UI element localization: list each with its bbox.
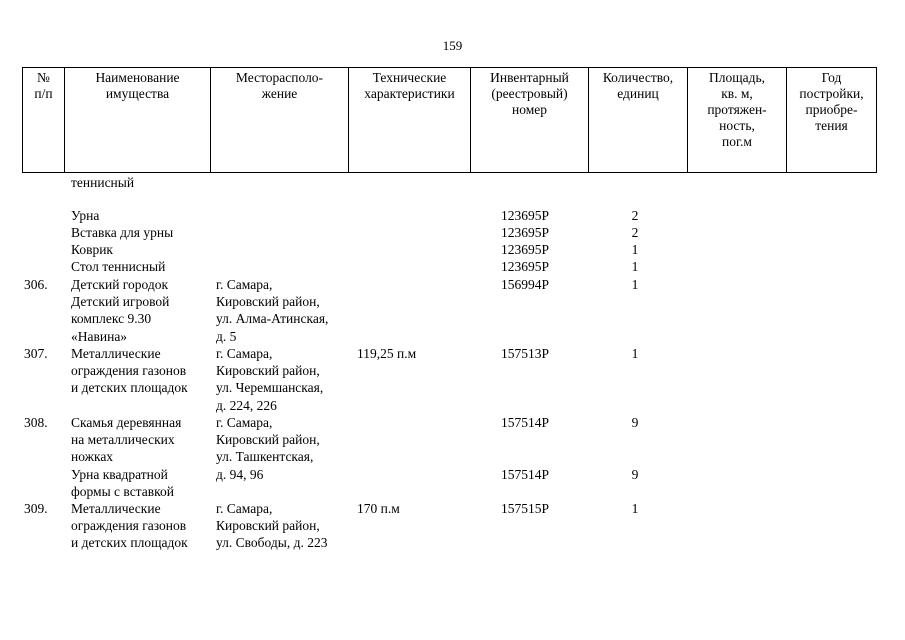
item-name: Металлические ограждения газонов и детских площадок	[71, 346, 188, 396]
item-inventory: 123695Р	[501, 225, 550, 240]
item-inventory: 157515Р	[501, 501, 550, 516]
header-num: № п/п	[23, 68, 65, 173]
row-number: 307.	[24, 346, 48, 361]
item-location: г. Самара, Кировский район, ул. Алма-Атинская, д. 5	[216, 277, 329, 344]
item-inventory: 157514Р	[501, 415, 550, 430]
item-quantity: 1	[631, 242, 639, 257]
item-quantity: 2	[631, 225, 639, 240]
item-quantity: 1	[631, 346, 639, 361]
item-name: Вставка для урны	[71, 225, 174, 240]
header-inventory: Инвентарный (реестровый) номер	[471, 68, 589, 173]
header-name: Наименование имущества	[65, 68, 211, 173]
row-number: 306.	[24, 277, 48, 292]
item-name: Урна квадратной формы с вставкой	[71, 467, 174, 500]
row-number: 308.	[24, 415, 48, 430]
header-year: Год постройки, приобре- тения	[787, 68, 877, 173]
item-name: Скамья деревянная на металлических ножках	[71, 415, 182, 465]
item-quantity: 1	[631, 277, 639, 292]
header-quantity: Количество, единиц	[589, 68, 688, 173]
item-quantity: 9	[631, 467, 639, 482]
item-name: Металлические ограждения газонов и детских площадок	[71, 501, 188, 551]
item-name: Стол теннисный	[71, 259, 166, 274]
item-location: г. Самара, Кировский район, ул. Черемшанская, д. 224, 226	[216, 346, 324, 413]
item-tech: 170 п.м	[357, 501, 400, 516]
item-quantity: 9	[631, 415, 639, 430]
row-number: 309.	[24, 501, 48, 516]
item-quantity: 1	[631, 259, 639, 274]
item-tech: 119,25 п.м	[357, 346, 417, 361]
item-name: Детский городок Детский игровой комплекс 9.30 «Навина»	[71, 277, 170, 344]
item-name: Коврик	[71, 242, 113, 257]
item-name: Урна	[71, 208, 100, 223]
item-inventory: 123695Р	[501, 242, 550, 257]
header-location: Месторасполо- жение	[211, 68, 349, 173]
item-inventory: 157514Р	[501, 467, 550, 482]
item-inventory: 157513Р	[501, 346, 550, 361]
item-location: г. Самара, Кировский район, ул. Ташкентская, д. 94, 96	[216, 415, 320, 482]
item-quantity: 2	[631, 208, 639, 223]
header-tech: Технические характеристики	[349, 68, 471, 173]
item-quantity: 1	[631, 501, 639, 516]
page-number: 159	[442, 38, 463, 53]
item-inventory: 123695Р	[501, 259, 550, 274]
item-location: г. Самара, Кировский район, ул. Свободы, д. 223	[216, 501, 328, 551]
header-area: Площадь, кв. м, протяжен- ность, пог.м	[688, 68, 787, 173]
item-inventory: 123695Р	[501, 208, 550, 223]
item-inventory: 156994Р	[501, 277, 550, 292]
item-name: теннисный	[71, 175, 135, 190]
table-header	[22, 67, 877, 173]
